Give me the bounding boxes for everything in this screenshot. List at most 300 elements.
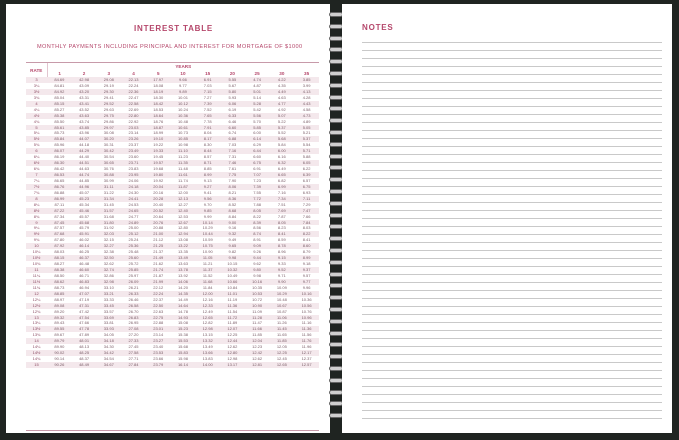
note-line bbox=[362, 42, 662, 43]
spiral-ring bbox=[329, 12, 343, 17]
payment-cell: 90.14 bbox=[54, 356, 65, 362]
payment-cell: 24.30 bbox=[128, 189, 139, 195]
payment-cell: 45.23 bbox=[72, 196, 97, 202]
spiral-ring bbox=[329, 236, 343, 241]
payment-cell: 10.72 bbox=[252, 296, 263, 302]
payment-cell: 4.43 bbox=[294, 101, 319, 107]
payment-cell: 11.52 bbox=[202, 272, 213, 278]
payment-cell: 11.56 bbox=[301, 332, 312, 338]
payment-cell: 12.65 bbox=[195, 315, 220, 321]
payment-cell: 15.68 bbox=[177, 344, 188, 350]
payment-cell: 12.57 bbox=[294, 362, 319, 368]
payment-cell: 87.11 bbox=[54, 201, 65, 207]
payment-cell: 11.76 bbox=[294, 338, 319, 344]
year-column-header: 5 bbox=[156, 71, 160, 76]
payment-cell: 12.00 bbox=[177, 189, 188, 195]
payment-cell: 17.97 bbox=[146, 77, 171, 83]
payment-cell: 8.41 bbox=[269, 231, 294, 237]
note-line bbox=[362, 186, 662, 187]
payment-cell: 10.98 bbox=[177, 142, 188, 148]
payment-cell: 8.71 bbox=[195, 160, 220, 166]
payment-cell: 5.21 bbox=[302, 130, 311, 136]
payment-cell: 30.31 bbox=[103, 142, 114, 148]
years-label: YEARS bbox=[175, 64, 192, 69]
payment-cell: 45.46 bbox=[72, 208, 97, 214]
payment-cell: 9.41 bbox=[203, 189, 212, 195]
payment-cell: 5.93 bbox=[228, 94, 237, 100]
payment-cell: 31.34 bbox=[96, 196, 121, 202]
payment-cell: 29.41 bbox=[103, 94, 114, 100]
rate-cell: 14¾ bbox=[32, 356, 41, 362]
payment-cell: 44.07 bbox=[72, 136, 97, 142]
rate-cell: 5 bbox=[26, 125, 47, 131]
payment-cell: 85.73 bbox=[54, 130, 65, 136]
payment-cell: 22.50 bbox=[146, 303, 171, 309]
payment-cell: 26.70 bbox=[128, 308, 139, 314]
payment-cell: 7.27 bbox=[203, 94, 212, 100]
payment-cell: 27.33 bbox=[121, 338, 146, 344]
payment-cell: 23.60 bbox=[128, 154, 139, 160]
payment-cell: 90.02 bbox=[47, 350, 72, 356]
payment-cell: 8.99 bbox=[195, 172, 220, 178]
payment-cell: 20.28 bbox=[146, 196, 171, 202]
spiral-ring bbox=[329, 36, 343, 41]
payment-cell: 9.57 bbox=[302, 272, 311, 278]
payment-cell: 6.29 bbox=[253, 142, 261, 148]
payment-cell: 12.49 bbox=[202, 308, 213, 314]
payment-cell: 31.92 bbox=[103, 225, 114, 231]
payment-cell: 6.46 bbox=[228, 118, 237, 124]
payment-cell: 88.27 bbox=[54, 261, 65, 267]
payment-cell: 34.67 bbox=[96, 362, 121, 368]
payment-cell: 7.39 bbox=[195, 101, 220, 107]
payment-cell: 34.54 bbox=[103, 356, 114, 362]
note-line bbox=[362, 130, 662, 131]
payment-cell: 11.09 bbox=[252, 308, 262, 314]
note-line bbox=[362, 154, 662, 155]
rate-cell: 15 bbox=[26, 362, 47, 368]
payment-cell: 18.99 bbox=[153, 130, 164, 136]
payment-cell: 8.22 bbox=[253, 213, 261, 219]
payment-cell: 7.78 bbox=[203, 118, 212, 124]
payment-cell: 18.19 bbox=[146, 89, 171, 95]
spiral-ring bbox=[329, 366, 343, 371]
payment-cell: 11.26 bbox=[276, 320, 287, 326]
payment-cell: 7.88 bbox=[253, 201, 261, 207]
payment-cell: 23.14 bbox=[153, 332, 164, 338]
payment-cell: 23.83 bbox=[128, 166, 139, 172]
payment-cell: 43.41 bbox=[72, 101, 97, 107]
spiral-ring bbox=[329, 47, 343, 52]
interest-table bbox=[26, 63, 319, 368]
payment-cell: 25.12 bbox=[121, 231, 146, 237]
payment-cell: 25.48 bbox=[128, 249, 139, 255]
rate-cell: 6½ bbox=[26, 160, 47, 166]
note-line bbox=[362, 330, 662, 331]
payment-cell: 11.37 bbox=[195, 267, 220, 273]
payment-cell: 26.95 bbox=[128, 320, 139, 326]
year-column-header: 30 bbox=[279, 71, 285, 76]
payment-cell: 8.96 bbox=[277, 249, 286, 255]
payment-cell: 12.33 bbox=[195, 303, 220, 309]
rate-cell: 8½ bbox=[26, 208, 47, 214]
payment-cell: 7.90 bbox=[228, 177, 237, 183]
payment-cell: 34.18 bbox=[96, 338, 121, 344]
payment-cell: 87.80 bbox=[54, 237, 65, 243]
payment-cell: 8.79 bbox=[302, 249, 311, 255]
note-line bbox=[362, 370, 662, 371]
payment-cell: 8.30 bbox=[203, 142, 212, 148]
payment-cell: 5.07 bbox=[269, 113, 294, 119]
payment-cell: 4.74 bbox=[245, 77, 270, 83]
payment-cell: 45.57 bbox=[79, 213, 90, 219]
note-line bbox=[362, 266, 662, 267]
payment-cell: 11.45 bbox=[269, 326, 294, 332]
payment-cell: 9.15 bbox=[269, 255, 294, 261]
page-title: INTEREST TABLE bbox=[134, 24, 214, 33]
payment-cell: 8.56 bbox=[253, 225, 261, 231]
note-line bbox=[362, 354, 662, 355]
payment-cell: 10.87 bbox=[276, 308, 287, 314]
payment-cell: 12.44 bbox=[220, 338, 245, 344]
note-line bbox=[362, 58, 662, 59]
payment-cell: 23.49 bbox=[121, 148, 146, 154]
payment-cell: 19.80 bbox=[146, 172, 171, 178]
payment-cell: 12.62 bbox=[252, 356, 263, 362]
payment-cell: 31.22 bbox=[103, 189, 114, 195]
payment-cell: 30.54 bbox=[103, 154, 114, 160]
note-line bbox=[362, 106, 662, 107]
rate-cell: 10¼ bbox=[32, 249, 41, 255]
payment-cell: 27.71 bbox=[128, 356, 139, 362]
payment-cell: 11.68 bbox=[195, 279, 220, 285]
spiral-ring bbox=[329, 71, 343, 76]
payment-cell: 11.19 bbox=[227, 296, 238, 302]
payment-cell: 9.71 bbox=[277, 272, 286, 278]
payment-cell: 25.60 bbox=[121, 255, 146, 261]
payment-cell: 8.05 bbox=[245, 208, 270, 214]
payment-cell: 12.42 bbox=[245, 350, 270, 356]
year-column-header: 10 bbox=[180, 71, 186, 76]
payment-cell: 22.80 bbox=[121, 113, 146, 119]
spiral-ring bbox=[329, 165, 343, 170]
payment-cell: 9.27 bbox=[195, 184, 220, 190]
payment-cell: 30.88 bbox=[96, 172, 121, 178]
payment-cell: 12.25 bbox=[227, 332, 238, 338]
payment-cell: 11.96 bbox=[301, 344, 312, 350]
payment-cell: 85.50 bbox=[54, 118, 65, 124]
payment-cell: 22.12 bbox=[153, 284, 164, 290]
payment-cell: 8.74 bbox=[245, 231, 270, 237]
interest-table-page bbox=[6, 4, 330, 433]
payment-cell: 9.70 bbox=[203, 201, 212, 207]
payment-cell: 10.36 bbox=[301, 296, 312, 302]
rate-cell: 13¼ bbox=[32, 320, 41, 326]
payment-cell: 9.33 bbox=[277, 261, 286, 267]
payment-cell: 7.34 bbox=[269, 196, 294, 202]
note-line bbox=[362, 66, 662, 67]
payment-cell: 87.45 bbox=[47, 220, 72, 226]
note-line bbox=[362, 418, 662, 419]
payment-cell: 8.21 bbox=[228, 189, 237, 195]
payment-cell: 20.04 bbox=[146, 184, 171, 190]
rate-cell: 12½ bbox=[26, 303, 47, 309]
payment-cell: 13.49 bbox=[171, 255, 196, 261]
note-line bbox=[362, 202, 662, 203]
payment-cell: 12.94 bbox=[171, 231, 196, 237]
payment-cell: 4.63 bbox=[277, 94, 286, 100]
payment-cell: 14.64 bbox=[171, 303, 196, 309]
note-line bbox=[362, 98, 662, 99]
payment-cell: 8.60 bbox=[294, 243, 319, 249]
year-column-header: 35 bbox=[304, 71, 310, 76]
payment-cell: 11.05 bbox=[195, 255, 220, 261]
payment-cell: 7.46 bbox=[220, 160, 245, 166]
payment-cell: 87.34 bbox=[54, 213, 65, 219]
rate-cell: 4 bbox=[26, 101, 47, 107]
payment-cell: 21.99 bbox=[146, 279, 171, 285]
payment-cell: 15.53 bbox=[171, 338, 196, 344]
payment-cell: 43.31 bbox=[79, 94, 90, 100]
spiral-ring bbox=[329, 59, 343, 64]
payment-cell: 21.62 bbox=[153, 261, 164, 267]
payment-cell: 9.56 bbox=[195, 196, 220, 202]
payment-cell: 88.03 bbox=[54, 249, 65, 255]
payment-cell: 11.85 bbox=[269, 338, 294, 344]
payment-cell: 12.07 bbox=[220, 326, 245, 332]
note-line bbox=[362, 114, 662, 115]
payment-cell: 10.09 bbox=[276, 284, 287, 290]
payment-cell: 88.85 bbox=[47, 291, 72, 297]
payment-cell: 10.85 bbox=[171, 136, 196, 142]
payment-cell: 9.80 bbox=[245, 267, 270, 273]
payment-cell: 22.24 bbox=[128, 82, 139, 88]
page-subtitle: MONTHLY PAYMENTS INCLUDING PRINCIPAL AND INTEREST FOR MORTGAGE OF $1000 bbox=[37, 44, 303, 50]
payment-cell: 32.50 bbox=[96, 255, 121, 261]
payment-cell: 10.59 bbox=[202, 237, 213, 243]
payment-cell: 6.60 bbox=[220, 125, 245, 131]
payment-cell: 3.85 bbox=[294, 77, 319, 83]
rate-cell: 14½ bbox=[26, 350, 47, 356]
payment-cell: 33.10 bbox=[103, 284, 114, 290]
payment-cell: 21.25 bbox=[146, 243, 171, 249]
payment-cell: 84.92 bbox=[47, 89, 72, 95]
payment-cell: 22.24 bbox=[146, 291, 171, 297]
rate-cell: 6¼ bbox=[33, 154, 40, 160]
payment-cell: 25.85 bbox=[121, 267, 146, 273]
note-line bbox=[362, 234, 662, 235]
payment-cell: 23.14 bbox=[128, 130, 139, 136]
payment-cell: 32.98 bbox=[96, 279, 121, 285]
spiral-ring bbox=[329, 307, 343, 312]
note-line bbox=[362, 162, 662, 163]
note-line bbox=[362, 282, 662, 283]
payment-cell: 45.79 bbox=[79, 225, 90, 231]
payment-cell: 5.37 bbox=[294, 136, 319, 142]
payment-cell: 9.52 bbox=[269, 267, 294, 273]
payment-cell: 12.67 bbox=[171, 220, 196, 226]
rate-cell: 6 bbox=[26, 148, 47, 154]
payment-cell: 87.92 bbox=[47, 243, 72, 249]
payment-cell: 9.65 bbox=[220, 243, 245, 249]
payment-cell: 11.28 bbox=[245, 315, 270, 321]
payment-cell: 4.77 bbox=[269, 101, 294, 107]
rate-cell: 14 bbox=[26, 338, 47, 344]
spiral-ring bbox=[329, 130, 343, 135]
payment-cell: 5.55 bbox=[220, 77, 245, 83]
payment-cell: 19.68 bbox=[153, 166, 164, 172]
year-column-header: 4 bbox=[132, 71, 135, 76]
payment-cell: 7.66 bbox=[302, 213, 311, 219]
payment-cell: 84.81 bbox=[54, 82, 65, 88]
payment-cell: 88.73 bbox=[54, 284, 65, 290]
payment-cell: 12.37 bbox=[301, 356, 312, 362]
payment-cell: 44.85 bbox=[79, 177, 90, 183]
payment-cell: 13.63 bbox=[177, 261, 188, 267]
payment-cell: 9.77 bbox=[179, 82, 187, 88]
payment-cell: 7.47 bbox=[294, 208, 319, 214]
payment-cell: 6.75 bbox=[294, 184, 319, 190]
payment-cell: 24.65 bbox=[121, 208, 146, 214]
payment-cell: 11.87 bbox=[171, 184, 196, 190]
payment-cell: 33.33 bbox=[103, 296, 114, 302]
table-row bbox=[26, 362, 319, 368]
payment-cell: 15.08 bbox=[177, 320, 188, 326]
payment-cell: 14.49 bbox=[177, 296, 188, 302]
payment-cell: 33.69 bbox=[96, 315, 121, 321]
rate-cell: 4¾ bbox=[33, 118, 40, 124]
payment-cell: 43.09 bbox=[79, 82, 90, 88]
payment-cell: 5.42 bbox=[253, 106, 261, 112]
payment-cell: 32.38 bbox=[103, 249, 114, 255]
payment-cell: 46.71 bbox=[79, 272, 90, 278]
payment-cell: 19.57 bbox=[146, 160, 171, 166]
payment-cell: 30.20 bbox=[96, 136, 121, 142]
payment-cell: 30.76 bbox=[103, 166, 114, 172]
year-column-header: 15 bbox=[205, 71, 211, 76]
payment-cell: 6.91 bbox=[195, 77, 220, 83]
payment-cell: 18.08 bbox=[153, 82, 164, 88]
payment-cell: 48.49 bbox=[72, 362, 97, 368]
payment-cell: 8.57 bbox=[203, 154, 212, 160]
payment-cell: 10.90 bbox=[245, 303, 270, 309]
payment-cell: 48.01 bbox=[72, 338, 97, 344]
payment-cell: 3.99 bbox=[302, 82, 311, 88]
payment-cell: 10.76 bbox=[301, 308, 312, 314]
payment-cell: 9.16 bbox=[228, 225, 237, 231]
payment-cell: 33.81 bbox=[103, 320, 114, 326]
payment-cell: 18.42 bbox=[146, 101, 171, 107]
payment-cell: 23.01 bbox=[146, 326, 171, 332]
payment-cell: 23.03 bbox=[121, 125, 146, 131]
payment-cell: 10.16 bbox=[294, 291, 319, 297]
payment-cell: 46.02 bbox=[79, 237, 90, 243]
payment-cell: 8.85 bbox=[203, 166, 212, 172]
spiral-ring bbox=[329, 201, 343, 206]
spiral-ring bbox=[329, 283, 343, 288]
payment-cell: 12.81 bbox=[245, 362, 270, 368]
rate-cell: 9 bbox=[26, 220, 47, 226]
payment-cell: 86.65 bbox=[54, 177, 65, 183]
payment-cell: 6.49 bbox=[277, 166, 286, 172]
payment-cell: 89.55 bbox=[47, 326, 72, 332]
payment-cell: 88.97 bbox=[54, 296, 65, 302]
note-line bbox=[362, 410, 662, 411]
payment-cell: 27.58 bbox=[121, 350, 146, 356]
payment-cell: 23.37 bbox=[128, 142, 139, 148]
payment-cell: 13.49 bbox=[202, 344, 213, 350]
payment-cell: 8.39 bbox=[245, 220, 270, 226]
payment-cell: 22.47 bbox=[128, 94, 139, 100]
payment-cell: 26.33 bbox=[121, 291, 146, 297]
note-line bbox=[362, 178, 662, 179]
payment-cell: 23.79 bbox=[146, 362, 171, 368]
payment-cell: 5.67 bbox=[228, 82, 237, 88]
payment-cell: 6.39 bbox=[294, 172, 319, 178]
payment-cell: 29.86 bbox=[103, 118, 114, 124]
payment-cell: 85.96 bbox=[54, 142, 65, 148]
rate-cell: 11¼ bbox=[32, 272, 41, 278]
payment-cell: 12.80 bbox=[177, 225, 188, 231]
note-line bbox=[362, 306, 662, 307]
payment-cell: 27.84 bbox=[121, 362, 146, 368]
note-line bbox=[362, 402, 662, 403]
payment-cell: 6.60 bbox=[253, 154, 261, 160]
payment-cell: 45.68 bbox=[72, 220, 97, 226]
rate-cell: 9¾ bbox=[33, 237, 40, 243]
payment-cell: 8.44 bbox=[195, 148, 220, 154]
payment-cell: 9.66 bbox=[171, 77, 196, 83]
payment-cell: 6.91 bbox=[253, 166, 261, 172]
payment-cell: 18.76 bbox=[153, 118, 164, 124]
payment-cell: 22.36 bbox=[121, 89, 146, 95]
payment-cell: 7.15 bbox=[195, 89, 220, 95]
payment-cell: 29.97 bbox=[96, 125, 121, 131]
rate-cell: 7½ bbox=[26, 184, 47, 190]
spiral-ring bbox=[329, 342, 343, 347]
payment-cell: 86.19 bbox=[54, 154, 65, 160]
note-line bbox=[362, 210, 662, 211]
payment-cell: 11.66 bbox=[245, 326, 270, 332]
payment-cell: 46.25 bbox=[79, 249, 90, 255]
payment-cell: 31.68 bbox=[103, 213, 114, 219]
payment-cell: 45.07 bbox=[79, 189, 90, 195]
payment-cell: 23.71 bbox=[121, 160, 146, 166]
payment-cell: 34.42 bbox=[96, 350, 121, 356]
payment-cell: 12.98 bbox=[227, 356, 238, 362]
payment-cell: 43.96 bbox=[79, 130, 90, 136]
payment-cell: 86.88 bbox=[54, 189, 65, 195]
payment-cell: 10.48 bbox=[276, 296, 287, 302]
year-column-header: 20 bbox=[229, 71, 235, 76]
payment-cell: 9.89 bbox=[171, 89, 196, 95]
payment-cell: 12.40 bbox=[171, 208, 196, 214]
payment-cell: 7.87 bbox=[277, 213, 286, 219]
payment-cell: 44.63 bbox=[79, 166, 90, 172]
payment-cell: 8.41 bbox=[302, 237, 311, 243]
payment-cell: 24.41 bbox=[121, 196, 146, 202]
payment-cell: 5.05 bbox=[294, 125, 319, 131]
payment-cell: 26.21 bbox=[128, 284, 139, 290]
payment-cell: 15.83 bbox=[171, 350, 196, 356]
payment-cell: 12.00 bbox=[195, 291, 220, 297]
payment-cell: 43.63 bbox=[72, 113, 97, 119]
payment-cell: 29.08 bbox=[96, 77, 121, 83]
payment-cell: 8.99 bbox=[294, 255, 319, 261]
payment-cell: 13.17 bbox=[220, 362, 245, 368]
rate-cell: 9½ bbox=[26, 231, 47, 237]
payment-cell: 12.17 bbox=[294, 350, 319, 356]
